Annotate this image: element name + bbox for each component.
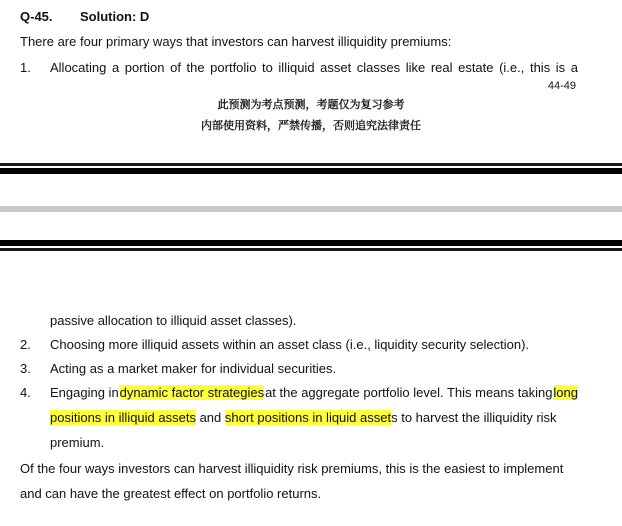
item-1-word: portfolio: [210, 60, 257, 75]
watermark-line-2: 内部使用资料，严禁传播，否则追究法律责任: [201, 119, 421, 132]
item-4-line-2: [50, 410, 557, 425]
item-1-word: of: [170, 60, 181, 75]
item-1-word: classes: [356, 60, 401, 75]
item-4-mid: at the aggregate portfolio level. This means taking: [265, 385, 553, 400]
solution-label: Solution: D: [80, 9, 150, 24]
item-4-line-2-end: s to harvest the illiquidity risk: [391, 410, 557, 425]
page-gap-rule: [0, 206, 622, 212]
item-4-number: 4.: [20, 385, 31, 400]
item-1-word: a: [111, 60, 120, 75]
item-1-word: is: [555, 60, 566, 75]
item-1-number: 1.: [20, 60, 31, 75]
item-4-and: and: [195, 410, 225, 425]
page-break-rule: [0, 240, 622, 246]
item-1-word: to: [262, 60, 273, 75]
item-1-word: illiquid: [278, 60, 315, 75]
item-4-pre: Engaging in: [50, 385, 119, 400]
item-3-text: Acting as a market maker for individual securities.: [50, 361, 337, 376]
item-1-text: [50, 60, 578, 75]
item-4-line-1: [50, 385, 578, 400]
conclusion-line-2: and can have the greatest effect on portfolio returns.: [20, 486, 322, 501]
intro-text: There are four primary ways that investors can harvest illiquidity premiums:: [20, 34, 452, 49]
item-3-number: 3.: [20, 361, 31, 376]
item-1-word: Allocating: [50, 60, 107, 75]
item-2-text: Choosing more illiquid assets within an asset class (i.e., liquidity security selection).: [50, 337, 530, 352]
item-1-word: estate: [458, 60, 494, 75]
highlight-positions-illiquid: positions in illiquid assets: [50, 410, 196, 425]
highlight-short-positions: short positions in liquid asset: [224, 410, 392, 425]
item-4-line-3: premium.: [50, 435, 105, 450]
item-1-word: the: [186, 60, 205, 75]
conclusion-line-1: Of the four ways investors can harvest illiquidity risk premiums, this is the easiest to implement: [20, 461, 564, 476]
item-1-word: (i.e.,: [499, 60, 525, 75]
item-1-word: this: [529, 60, 551, 75]
page-break-rule: [0, 163, 622, 166]
item-1-word: a: [570, 60, 578, 75]
page-break-rule: [0, 248, 622, 251]
item-1-word: portion: [124, 60, 165, 75]
watermark-line-1: 此预测为考点预测，考题仅为复习参考: [217, 98, 405, 111]
item-1-continuation: passive allocation to illiquid asset classes).: [50, 313, 297, 328]
highlight-dynamic-factor: dynamic factor strategies: [119, 385, 265, 400]
item-1-word: asset: [320, 60, 352, 75]
page-break-rule: [0, 168, 622, 174]
page-reference: 44-49: [547, 80, 576, 92]
highlight-long: long: [553, 385, 578, 400]
item-1-word: real: [430, 60, 453, 75]
question-number: Q-45.: [20, 9, 53, 24]
item-1-word: like: [405, 60, 426, 75]
item-2-number: 2.: [20, 337, 31, 352]
